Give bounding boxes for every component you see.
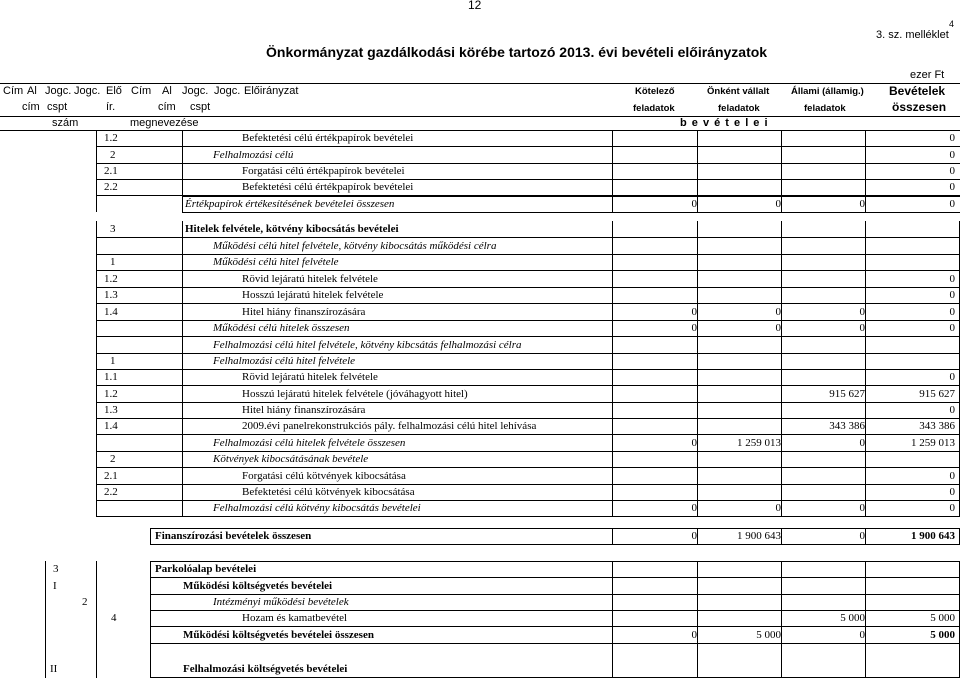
grid-line: [781, 130, 782, 212]
hdr-elo: Elő: [106, 85, 122, 97]
hdr-jogc3: Jogc.: [182, 85, 209, 97]
hdr-cim2: Cím: [131, 85, 152, 97]
row-value: 0: [691, 322, 697, 334]
row-value: 0: [859, 306, 865, 318]
grid-line: [612, 561, 613, 678]
row-label: Parkolóalap bevételei: [155, 563, 257, 575]
row-label: Hitelek felvétele, kötvény kibocsátás bevételei: [185, 223, 399, 235]
hdr-megnevezese: megnevezése: [130, 117, 199, 129]
grid-line: [865, 130, 866, 212]
row-label: Felhalmozási célú hitel felvétele, kötvény kibcsátás felhalmozási célra: [213, 339, 522, 351]
row-total: 0: [949, 273, 955, 285]
row-value: 0: [775, 322, 781, 334]
row-jogc: 2: [82, 596, 88, 608]
row-value: 915 627: [829, 388, 865, 400]
grid-line: [182, 221, 183, 517]
hdr-bevetelek: Bevételek: [889, 84, 946, 98]
grid-line: [96, 221, 97, 517]
row-label: Felhalmozási célú: [213, 149, 294, 161]
row-number: 1.2: [104, 132, 118, 144]
hdr-cspt-r2: cspt: [47, 101, 68, 113]
row-label: Befektetési célú kötvények kibocsátása: [242, 486, 415, 498]
row-value: 0: [775, 306, 781, 318]
divider: [182, 196, 960, 197]
row-total: 0: [949, 149, 955, 161]
hdr-ir-r2: ír.: [106, 101, 116, 113]
hdr-feladatok-1: feladatok: [633, 103, 675, 114]
row-total: 0: [949, 486, 955, 498]
hdr-cspt2-r2: cspt: [190, 101, 211, 113]
row-total: 5 000: [930, 612, 955, 624]
grid-line: [96, 561, 97, 678]
row-label: Felhalmozási célú hitelek felvétele összesen: [213, 437, 406, 449]
page-title: Önkormányzat gazdálkodási körébe tartozó 2013. évi bevételi előirányzatok: [266, 44, 768, 60]
grid-line: [781, 528, 782, 545]
row-number: 1: [110, 256, 116, 268]
row-value: 0: [691, 306, 697, 318]
row-label: Rövid lejáratú hitelek felvétele: [242, 371, 378, 383]
row-total: 1 900 643: [911, 530, 955, 542]
row-label: Befektetési célú értékpapírok bevételei: [242, 181, 414, 193]
hdr-al: Al: [27, 85, 37, 97]
row-value: 0: [859, 629, 865, 641]
row-value: 0: [859, 322, 865, 334]
row-number: 2.1: [104, 165, 118, 177]
row-total: 343 386: [919, 420, 955, 432]
row-value: 0: [691, 629, 697, 641]
row-total: 0: [949, 502, 955, 514]
row-label: Forgatási célú értékpapírok bevételei: [242, 165, 405, 177]
row-number: 3: [110, 223, 116, 235]
page-number: 12: [468, 0, 482, 12]
row-cim: I: [53, 580, 57, 592]
row-number: 1.2: [104, 388, 118, 400]
row-value: 0: [691, 530, 697, 542]
row-label: Befektetési célú értékpapírok bevételei: [242, 132, 414, 144]
row-total: 0: [949, 404, 955, 416]
row-total: 0: [949, 371, 955, 383]
row-value: 0: [859, 530, 865, 542]
grid-line: [612, 130, 613, 212]
row-number: 1.4: [104, 420, 118, 432]
grid-line: [612, 221, 613, 517]
grid-line: [865, 221, 866, 517]
hdr-kotelezo: Kötelező: [635, 86, 675, 97]
hdr-feladatok-2: feladatok: [718, 103, 760, 114]
row-label: Rövid lejáratú hitelek felvétele: [242, 273, 378, 285]
row-total: 915 627: [919, 388, 955, 400]
row-label: Hozam és kamatbevétel: [242, 612, 348, 624]
row-label: Forgatási célú kötvények kibocsátása: [242, 470, 406, 482]
row-value: 0: [859, 502, 865, 514]
row-number: 1.3: [104, 404, 118, 416]
grid-line: [697, 561, 698, 678]
row-number: 2: [110, 453, 116, 465]
grid-line: [697, 130, 698, 212]
grid-line: [150, 528, 151, 545]
row-number: 1.3: [104, 289, 118, 301]
grid-line: [865, 561, 866, 678]
row-label: Hitel hiány finanszírozására: [242, 404, 366, 416]
row-value: 0: [859, 437, 865, 449]
row-label: Működési célú hitel felvétele, kötvény kibocsátás működési célra: [213, 240, 497, 252]
row-label: Kötvények kibocsátásának bevétele: [213, 453, 369, 465]
row-value: 343 386: [829, 420, 865, 432]
row-label: Finanszírozási bevételek összesen: [155, 530, 312, 542]
appendix-index: 4: [949, 19, 955, 29]
row-label: Felhalmozási célú hitel felvétele: [213, 355, 356, 367]
appendix-label: 3. sz. melléklet: [876, 29, 949, 41]
row-number: 2.2: [104, 486, 118, 498]
row-jogc2: 4: [111, 612, 117, 624]
row-total: 0: [949, 181, 955, 193]
hdr-cim2-r2: cím: [158, 101, 176, 113]
hdr-onkent: Önként vállalt: [707, 86, 770, 97]
row-label: Működési célú hitel felvétele: [213, 256, 339, 268]
row-number: 1: [110, 355, 116, 367]
grid-line: [865, 528, 866, 545]
row-label: Hitel hiány finanszírozására: [242, 306, 366, 318]
row-value: 5 000: [840, 612, 865, 624]
grid-line: [781, 221, 782, 517]
row-label: Hosszú lejáratú hitelek felvétele (jóváhagyott hitel): [242, 388, 468, 400]
hdr-allami: Állami (államig.): [791, 86, 864, 97]
hdr-al2: Al: [162, 85, 172, 97]
row-label: Felhalmozási költségvetés bevételei: [183, 663, 348, 675]
hdr-bevetelei: b e v é t e l e i: [680, 117, 769, 129]
row-total: 0: [949, 322, 955, 334]
row-value: 1 900 643: [737, 530, 781, 542]
grid-line: [150, 561, 151, 678]
hdr-cim: Cím: [3, 85, 24, 97]
row-label: Felhalmozási célú kötvény kibocsátás bevételei: [213, 502, 421, 514]
row-value: 0: [775, 502, 781, 514]
row-label: Hosszú lejáratú hitelek felvétele: [242, 289, 384, 301]
row-number: 2.1: [104, 470, 118, 482]
hdr-szam: szám: [52, 117, 79, 129]
row-value: 0: [691, 502, 697, 514]
row-total: 0: [949, 289, 955, 301]
row-total: 0: [949, 132, 955, 144]
row-label: 2009.évi panelrekonstrukciós pály. felhalmozási célú hitel lehívása: [242, 420, 537, 432]
hdr-jogc1: Jogc.: [45, 85, 72, 97]
grid-line: [697, 221, 698, 517]
divider: [150, 561, 960, 562]
row-number: 2.2: [104, 181, 118, 193]
row-total: 0: [949, 470, 955, 482]
row-label: Működési célú hitelek összesen: [213, 322, 350, 334]
row-label: Értékpapírok értékesítésének bevételei összesen: [185, 198, 395, 210]
row-value: 0: [691, 437, 697, 449]
hdr-eloiranyzat: Előirányzat: [244, 85, 299, 97]
divider: [150, 528, 960, 529]
unit-label: ezer Ft: [910, 69, 945, 81]
grid-line: [697, 528, 698, 545]
row-label: Intézményi működési bevételek: [213, 596, 349, 608]
grid-line: [182, 130, 183, 212]
row-cim: 3: [53, 563, 59, 575]
row-number: 1.1: [104, 371, 118, 383]
row-value: 5 000: [756, 629, 781, 641]
grid-line: [781, 561, 782, 678]
hdr-cim-r2: cím: [22, 101, 40, 113]
row-total: 1 259 013: [911, 437, 955, 449]
row-value: 0: [775, 198, 781, 210]
hdr-osszesen: összesen: [892, 100, 947, 114]
row-total: 5 000: [930, 629, 955, 641]
hdr-feladatok-3: feladatok: [804, 103, 846, 114]
grid-line: [612, 528, 613, 545]
row-number: 1.4: [104, 306, 118, 318]
row-label: Működési költségvetés bevételei összesen: [183, 629, 374, 641]
hdr-jogc4: Jogc.: [214, 85, 241, 97]
row-cim: II: [50, 663, 58, 675]
row-number: 1.2: [104, 273, 118, 285]
row-value: 0: [691, 198, 697, 210]
grid-line: [96, 130, 97, 212]
row-number: 2: [110, 149, 116, 161]
row-value: 1 259 013: [737, 437, 781, 449]
hdr-jogc2: Jogc.: [74, 85, 101, 97]
row-total: 0: [949, 306, 955, 318]
row-label: Működési költségvetés bevételei: [183, 580, 333, 592]
grid-line: [45, 561, 46, 678]
row-total: 0: [949, 198, 955, 210]
row-total: 0: [949, 165, 955, 177]
row-value: 0: [859, 198, 865, 210]
